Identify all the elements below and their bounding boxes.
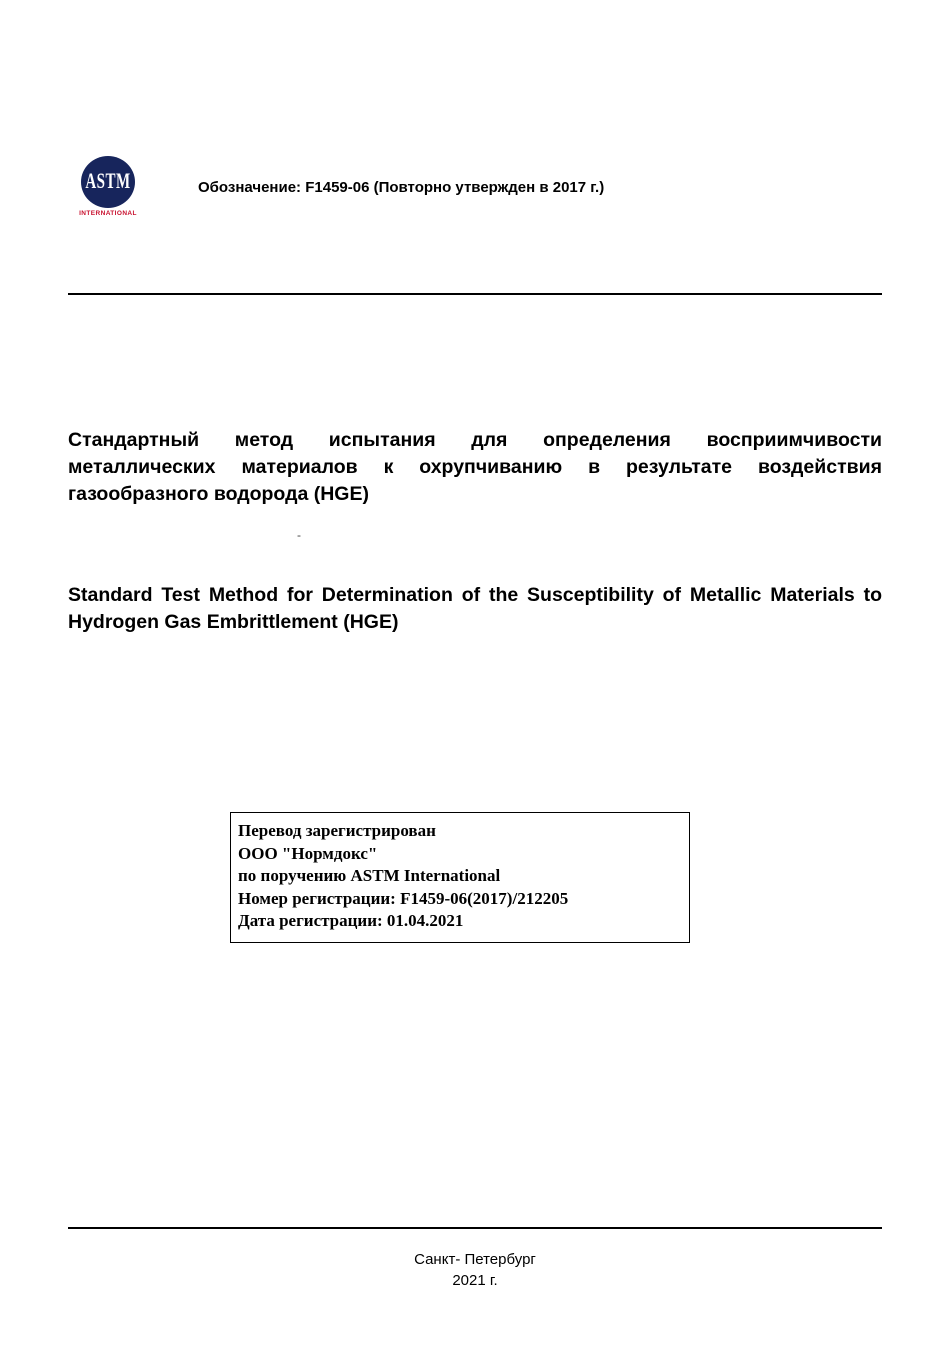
title-russian: Стандартный метод испытания для определения восприимчивости металлических материалов к охрупчиванию в результате воздействия газообразного водорода (HGE): [68, 429, 882, 505]
top-divider: [68, 293, 882, 295]
registration-line: Дата регистрации: 01.04.2021: [238, 911, 464, 930]
astm-logo: [76, 156, 140, 217]
astm-logo-text: ASTM: [85, 169, 131, 194]
designation-text: Обозначение: F1459-06 (Повторно утвержден в 2017 г.): [198, 179, 605, 196]
astm-logo-icon: [81, 156, 135, 208]
title-english: Standard Test Method for Determination of the Susceptibility of Metallic Materials to Hydrogen Gas Embrittlement (HGE): [68, 584, 882, 633]
registration-line: Перевод зарегистрирован: [238, 821, 436, 840]
footer-city: Санкт- Петербург: [414, 1251, 536, 1268]
stray-mark: -: [297, 528, 301, 542]
astm-logo-subtext: INTERNATIONAL: [79, 210, 137, 217]
registration-line: Номер регистрации: F1459-06(2017)/212205: [238, 888, 569, 908]
footer-year: 2021 г.: [452, 1272, 498, 1289]
footer: [68, 1249, 882, 1291]
bottom-divider: [68, 1227, 882, 1229]
registration-box: [230, 812, 690, 943]
registration-line: по поручению ASTM International: [238, 866, 501, 885]
registration-line: ООО "Нормдокс": [238, 843, 378, 863]
